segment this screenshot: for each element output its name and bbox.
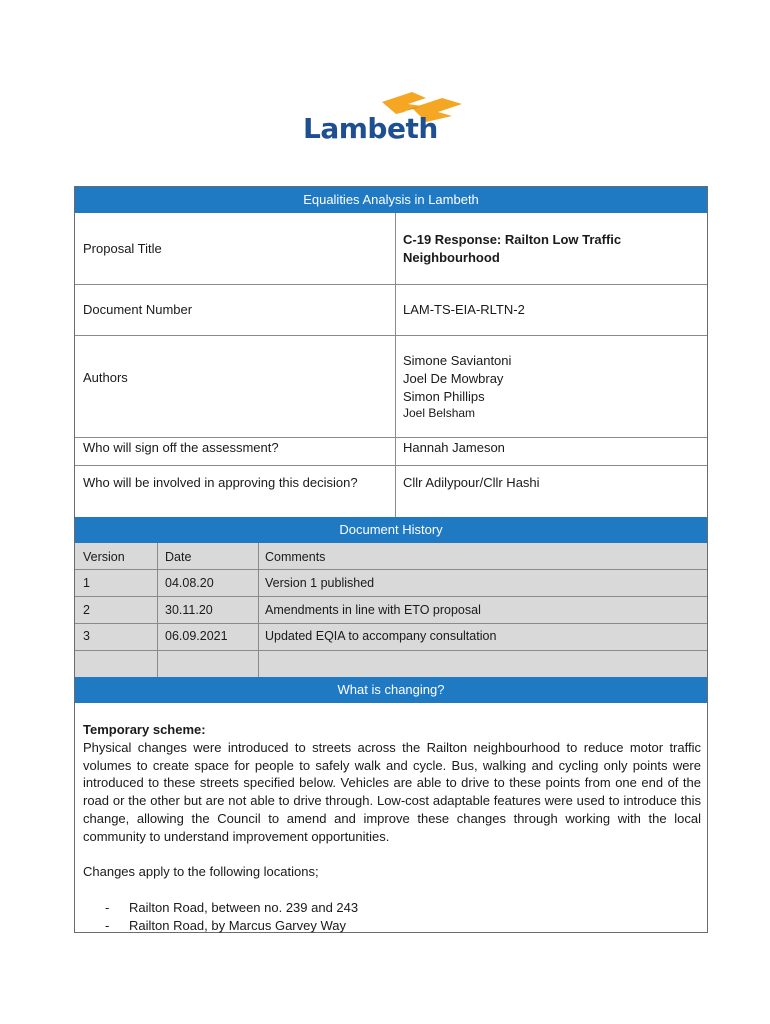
sign-off-label: Who will sign off the assessment? [83,440,279,455]
approvers-label: Who will be involved in approving this decision? [83,475,358,490]
section-header-what-is-changing: What is changing? [75,677,707,703]
changes-paragraph: Physical changes were introduced to streets across the Railton neighbourhood to reduce motor traffic volumes to create space for people to safely walk and cycle. Bus, walking and cycling only points were introduced to these streets specified below. Vehicles are able to drive to these points from one end of the road or the other but are not able to drive through. Low-cost adaptable features were used to introduce this change, allowing the Council to amend and improve these changes through working with the local community to understand improvement opportunities. [83,739,701,844]
proposal-title-label: Proposal Title [83,241,162,256]
history-date: 04.08.20 [165,576,214,590]
row-divider [75,437,707,438]
section-header-document-history: Document History [75,517,707,543]
logo-text: Lambeth [303,112,438,145]
history-date: 06.09.2021 [165,629,228,643]
row-divider [75,284,707,285]
row-divider [75,569,707,570]
sign-off-value: Hannah Jameson [403,440,505,455]
proposal-title-value-line2: Neighbourhood [403,250,500,265]
column-divider [395,213,396,517]
history-version: 2 [83,603,90,617]
history-version: 3 [83,629,90,643]
history-header-comments: Comments [265,550,326,564]
changes-description [83,721,701,935]
equalities-analysis-form [74,186,708,933]
author-name: Simone Saviantoni [403,353,512,368]
lambeth-logo [300,92,470,154]
row-divider [75,650,707,651]
document-number-label: Document Number [83,302,193,317]
history-comment: Amendments in line with ETO proposal [265,603,481,617]
history-comment: Updated EQIA to accompany consultation [265,629,497,643]
list-item: - Railton Road, between no. 239 and 243 [105,899,359,915]
author-name: Simon Phillips [403,389,485,404]
authors-label: Authors [83,370,128,385]
list-item: - Railton Road, by Marcus Garvey Way [105,917,346,933]
author-name: Joel De Mowbray [403,371,504,386]
history-comment: Version 1 published [265,576,375,590]
column-divider [157,543,158,677]
history-header-date: Date [165,550,192,564]
locations-list [83,899,701,935]
history-header-version: Version [83,550,125,564]
temporary-scheme-heading: Temporary scheme: [83,722,206,737]
locations-intro: Changes apply to the following locations; [83,864,319,880]
document-number-value: LAM-TS-EIA-RLTN-2 [403,302,525,317]
approvers-value: Cllr Adilypour/Cllr Hashi [403,475,540,490]
section-header-equalities: Equalities Analysis in Lambeth [75,187,707,213]
row-divider [75,596,707,597]
history-version: 1 [83,576,90,590]
row-divider [75,335,707,336]
row-divider [75,465,707,466]
proposal-title-value-line1: C-19 Response: Railton Low Traffic [403,232,622,247]
author-name: Joel Belsham [403,406,476,420]
column-divider [258,543,259,677]
row-divider [75,623,707,624]
history-date: 30.11.20 [165,603,213,617]
